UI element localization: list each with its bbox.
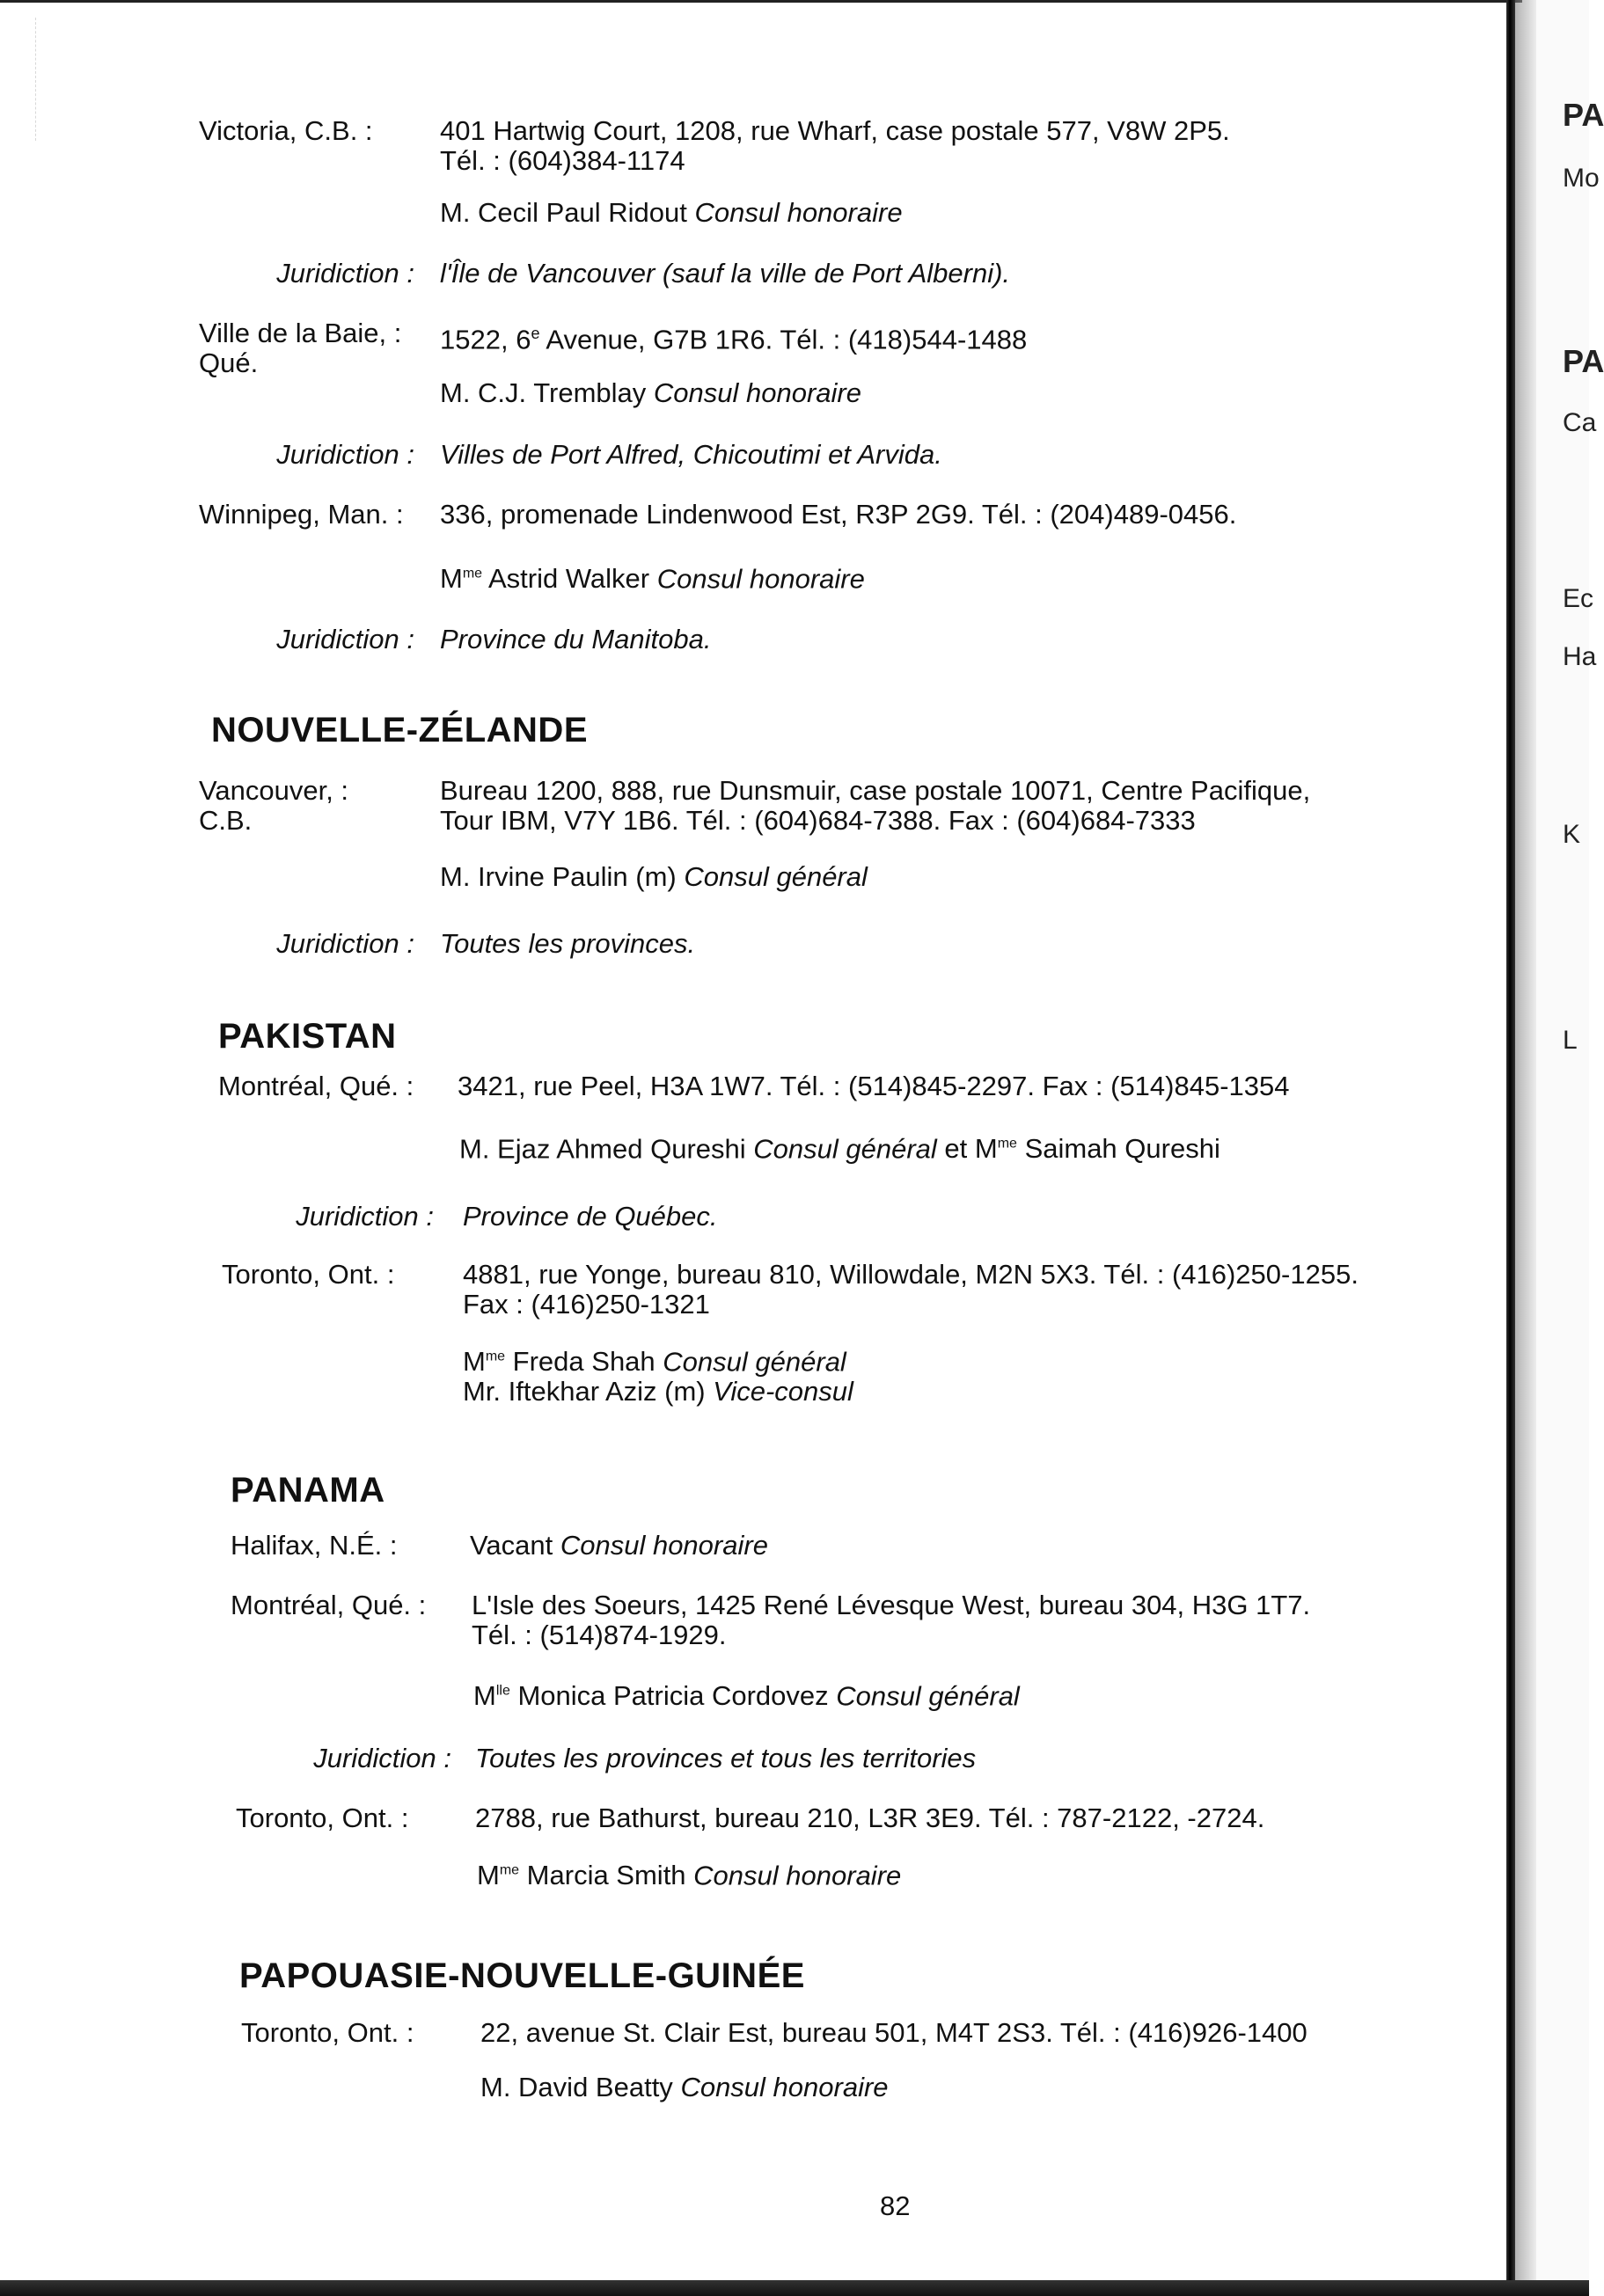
city-label bbox=[199, 776, 436, 836]
address-line: 401 Hartwig Court, 1208, rue Wharf, case postale 577, V8W 2P5. bbox=[440, 115, 1230, 146]
facing-text: L bbox=[1563, 1026, 1578, 1055]
jurisdiction-label: Juridiction : bbox=[276, 439, 414, 470]
address-line: Bureau 1200, 888, rue Dunsmuir, case postale 10071, Centre Pacifique, bbox=[440, 775, 1311, 806]
person-name: M. David Beatty bbox=[480, 2072, 673, 2102]
person-name: M. Cecil Paul Ridout bbox=[440, 197, 687, 228]
person-name: $M^{me}$ Freda Shah bbox=[463, 1346, 656, 1378]
address-line: 336, promenade Lindenwood Est, R3P 2G9. Tél. : (204)489-0456. bbox=[440, 499, 1237, 530]
person-title: Consul général bbox=[663, 1346, 846, 1378]
address bbox=[475, 1803, 1513, 1833]
country-heading: PANAMA bbox=[231, 1471, 385, 1510]
person-name: $M^{lle}$ Monica Patricia Cordovez bbox=[473, 1680, 829, 1712]
person-title: Consul honoraire bbox=[653, 377, 861, 408]
jurisdiction-label: Juridiction : bbox=[276, 928, 414, 959]
address-line: L'Isle des Soeurs, 1425 René Lévesque West, bureau 304, H3G 1T7. bbox=[472, 1590, 1311, 1620]
jurisdiction-text: Toutes les provinces et tous les territories bbox=[475, 1743, 977, 1773]
book-spine-shadow bbox=[1515, 0, 1536, 2296]
person-title: Consul honoraire bbox=[560, 1530, 768, 1561]
city-label: Victoria, C.B. : bbox=[199, 115, 373, 146]
facing-text: Ca bbox=[1563, 408, 1597, 437]
address-line: 3421, rue Peel, H3A 1W7. Tél. : (514)845-2297. Fax : (514)845-1354 bbox=[458, 1071, 1290, 1101]
city-label: Winnipeg, Man. : bbox=[199, 499, 404, 530]
person-name: Mr. Iftekhar Aziz (m) bbox=[463, 1376, 706, 1408]
person-line bbox=[463, 1342, 1501, 1377]
country-heading: NOUVELLE-ZÉLANDE bbox=[211, 711, 588, 749]
address bbox=[440, 500, 1478, 530]
address bbox=[440, 776, 1478, 836]
country-heading: PAPOUASIE-NOUVELLE-GUINÉE bbox=[239, 1956, 805, 1995]
address-line: 4881, rue Yonge, bureau 810, Willowdale, M2N 5X3. Tél. : (416)250-1255. bbox=[463, 1259, 1359, 1290]
country-heading: PAKISTAN bbox=[218, 1017, 397, 1056]
facing-text: PA bbox=[1563, 343, 1604, 379]
address-line: 2788, rue Bathurst, bureau 210, L3R 3E9. Tél. : 787-2122, -2724. bbox=[475, 1802, 1265, 1833]
person-companion: et $M^{me}$ Saimah Qureshi bbox=[944, 1133, 1220, 1165]
facing-text: K bbox=[1563, 820, 1581, 849]
person-title: Consul honoraire bbox=[680, 2072, 889, 2102]
person-title: Consul honoraire bbox=[656, 563, 865, 595]
person-name: M. Ejaz Ahmed Qureshi bbox=[459, 1133, 746, 1165]
address-line: 1522, 6e Avenue, G7B 1R6. Tél. : (418)544-1488 bbox=[440, 324, 1028, 355]
address-line: Tour IBM, V7Y 1B6. Tél. : (604)684-7388. Fax : (604)684-7333 bbox=[440, 805, 1196, 836]
city-label: Halifax, N.É. : bbox=[231, 1530, 398, 1561]
scan-margin-marks bbox=[35, 18, 124, 141]
jurisdiction-text: l'Île de Vancouver (sauf la ville de Port Alberni). bbox=[440, 258, 1011, 289]
address-line: Tél. : (604)384-1174 bbox=[440, 145, 685, 176]
jurisdiction-text: Toutes les provinces. bbox=[440, 928, 696, 959]
jurisdiction-text: Province de Québec. bbox=[463, 1201, 718, 1232]
city-label: Toronto, Ont. : bbox=[241, 2017, 414, 2048]
person-name: M. Irvine Paulin (m) bbox=[440, 861, 677, 892]
person-title: Consul général bbox=[753, 1133, 937, 1165]
city-label-line: Vancouver, : bbox=[199, 775, 349, 806]
city-label: Montréal, Qué. : bbox=[218, 1071, 414, 1101]
address bbox=[440, 116, 1478, 176]
jurisdiction-label: Juridiction : bbox=[276, 624, 414, 654]
jurisdiction-text: Province du Manitoba. bbox=[440, 624, 712, 654]
address-line: Tél. : (514)874-1929. bbox=[472, 1620, 727, 1650]
jurisdiction-label: Juridiction : bbox=[276, 258, 414, 289]
address bbox=[480, 2018, 1519, 2048]
city-label: Toronto, Ont. : bbox=[236, 1802, 409, 1833]
scan-top-border bbox=[0, 0, 1522, 3]
address bbox=[472, 1590, 1510, 1650]
jurisdiction-label: Juridiction : bbox=[313, 1743, 451, 1773]
book-spine bbox=[1506, 0, 1515, 2296]
address-line: Fax : (416)250-1321 bbox=[463, 1289, 710, 1320]
person-name: $M^{me}$ Marcia Smith bbox=[477, 1860, 686, 1891]
page-number: 82 bbox=[880, 2190, 911, 2221]
facing-text: PA bbox=[1563, 97, 1604, 133]
person-name: $M^{me}$ Astrid Walker bbox=[440, 563, 650, 595]
address-line: 22, avenue St. Clair Est, bureau 501, M4T 2S3. Tél. : (416)926-1400 bbox=[480, 2017, 1307, 2048]
jurisdiction-label: Juridiction : bbox=[296, 1201, 434, 1232]
address bbox=[463, 1260, 1501, 1320]
city-label-line: C.B. bbox=[199, 805, 253, 836]
facing-text: Ec bbox=[1563, 584, 1594, 613]
facing-text: Mo bbox=[1563, 164, 1600, 193]
city-label bbox=[199, 318, 436, 378]
scan-bottom-border bbox=[0, 2280, 1589, 2296]
city-label: Montréal, Qué. : bbox=[231, 1590, 427, 1620]
city-label-line: Qué. bbox=[199, 347, 259, 378]
address bbox=[458, 1071, 1496, 1101]
person-title: Consul général bbox=[836, 1680, 1020, 1712]
facing-text: Ha bbox=[1563, 642, 1597, 671]
person-name: Vacant bbox=[470, 1530, 553, 1561]
address bbox=[440, 318, 1478, 355]
person-name: M. C.J. Tremblay bbox=[440, 377, 647, 408]
person-title: Consul honoraire bbox=[693, 1860, 902, 1891]
person-title: Vice-consul bbox=[713, 1376, 853, 1408]
person-title: Consul général bbox=[684, 861, 868, 892]
city-label: Toronto, Ont. : bbox=[222, 1259, 395, 1290]
city-label-line: Ville de la Baie, : bbox=[199, 318, 402, 348]
person-title: Consul honoraire bbox=[694, 197, 903, 228]
jurisdiction-text: Villes de Port Alfred, Chicoutimi et Arvida. bbox=[440, 439, 942, 470]
person-line bbox=[463, 1377, 1501, 1407]
